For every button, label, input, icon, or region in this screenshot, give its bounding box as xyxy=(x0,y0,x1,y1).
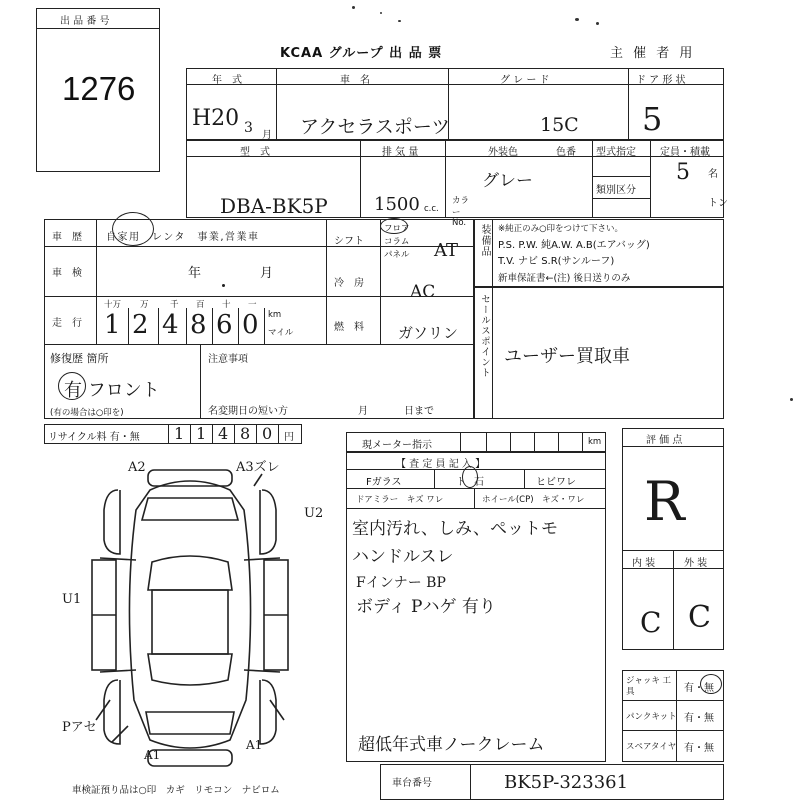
load-unit: トン xyxy=(708,198,728,209)
meter-unit: km xyxy=(588,437,602,447)
sheet-title: KCAA グループ 出 品 票 xyxy=(280,46,443,61)
chassis-label: 車台番号 xyxy=(392,778,432,789)
mileage-digit-4: 8 xyxy=(190,310,207,340)
digit-header-10: 十 xyxy=(222,300,231,310)
capacity-label: 定員・積載 xyxy=(660,147,710,158)
recycle-digit-2: 1 xyxy=(196,424,207,443)
mark-a3: A3ズレ xyxy=(236,460,280,475)
f-glass-mark: ト xyxy=(456,477,466,488)
mileage-digit-3: 4 xyxy=(162,310,179,340)
door-mirror-label: ドアミラー キズ ワレ xyxy=(356,495,444,505)
inspection-month-unit: 月 xyxy=(260,266,274,281)
mark-u2: U2 xyxy=(304,506,324,521)
recycle-unit: 円 xyxy=(284,432,294,443)
history-options: 自家用 レンタ 事業,営業車 xyxy=(106,232,260,243)
shift-label: シフト xyxy=(334,236,364,247)
sales-point-text: ユーザー買取車 xyxy=(504,346,630,367)
inspection-dot xyxy=(222,284,225,287)
mileage-km-unit: km xyxy=(268,310,282,320)
equipment-label: 装備品 xyxy=(479,224,490,257)
chip-circle xyxy=(462,466,478,488)
f-glass-chip: 石 xyxy=(474,477,484,488)
name-change-day: 日まで xyxy=(404,406,434,417)
model-value: DBA-BK5P xyxy=(220,194,328,218)
shift-value: AT xyxy=(434,240,459,261)
shift-option-panel: パネル xyxy=(384,250,410,260)
recycle-digit-1: 1 xyxy=(174,424,185,443)
rating-value: R xyxy=(644,470,685,533)
displacement-unit: c.c. xyxy=(424,204,439,214)
recycle-label: リサイクル料 有・無 xyxy=(48,432,140,443)
caution-label: 注意事項 xyxy=(208,354,248,365)
mileage-digit-1: 1 xyxy=(104,310,121,340)
recycle-digit-5: 0 xyxy=(262,424,273,443)
equipment-line-2: T.V. ナビ S.R(サンルーフ) xyxy=(498,256,615,267)
equipment-line-1: P.S. P.W. 純A.W. A.B(エアバッグ) xyxy=(498,240,650,251)
repair-value: 有 フロント xyxy=(64,380,160,401)
doors-label: ド ア 形 状 xyxy=(636,75,686,86)
organizer-label: 主 催 者 用 xyxy=(610,46,696,61)
capacity-value: 5 xyxy=(676,160,690,185)
mark-a1-left: A1 xyxy=(144,748,161,762)
category-label: 類別区分 xyxy=(596,185,636,196)
equipment-line-3: 新車保証書←(注) 後日送りのみ xyxy=(498,273,631,284)
ac-value: AC xyxy=(410,282,436,302)
lot-number: 1276 xyxy=(62,70,136,107)
displacement-label: 排 気 量 xyxy=(382,147,419,158)
month-value: 3 xyxy=(244,120,253,136)
digit-header-100k: 十万 xyxy=(104,300,122,310)
chassis-value: BK5P-323361 xyxy=(504,772,629,793)
grade-value: 15C xyxy=(540,114,579,136)
exterior-value: C xyxy=(688,600,711,635)
spare-tire-value: 有・無 xyxy=(684,743,714,754)
meter-label: 現メーター指示 xyxy=(362,440,432,451)
exterior-label: 外 装 xyxy=(684,558,708,569)
mileage-label: 走 行 xyxy=(52,318,82,329)
mark-p-panel: Pアセ xyxy=(62,720,97,735)
shift-option-column: コラム xyxy=(384,237,410,247)
mileage-digit-2: 2 xyxy=(132,310,149,340)
color-value: グレー xyxy=(482,171,533,191)
color-number-label: カラー No. xyxy=(452,196,470,228)
repair-note: (有の場合は○印を) xyxy=(50,408,124,418)
mark-a1-right: A1 xyxy=(246,738,263,752)
mileage-mile-unit: マイル xyxy=(268,328,294,338)
grade-label: グ レ ー ド xyxy=(500,75,550,86)
name-change-label: 名変期日の短い方 xyxy=(208,406,288,417)
recycle-digit-3: 4 xyxy=(218,424,229,443)
capacity-unit: 名 xyxy=(708,169,718,180)
sales-point-label: セールスポイント xyxy=(479,294,490,378)
year-label: 年 式 xyxy=(212,75,242,86)
lot-number-label: 出 品 番 号 xyxy=(60,16,110,27)
year-value: H20 xyxy=(192,106,240,131)
digit-header-1k: 千 xyxy=(170,300,179,310)
mileage-digit-6: 0 xyxy=(242,310,259,340)
mark-u1: U1 xyxy=(62,592,82,607)
puncture-kit-label: パンクキット xyxy=(626,712,677,722)
f-glass-label: Fガラス xyxy=(366,477,402,488)
assessor-note-3: Fインナー BP xyxy=(356,575,446,591)
displacement-value: 1500 xyxy=(374,194,420,215)
equipment-note: ※純正のみ○印をつけて下さい。 xyxy=(498,224,624,234)
model-label: 型 式 xyxy=(240,147,270,158)
history-selected-circle xyxy=(112,212,154,246)
fuel-label: 燃 料 xyxy=(334,322,364,333)
recycle-digit-4: 8 xyxy=(240,424,251,443)
repair-yes-circle xyxy=(58,372,86,400)
jack-value: 有・無 xyxy=(684,683,714,694)
shift-option-floor: フロア xyxy=(384,224,410,234)
inspection-year-unit: 年 xyxy=(188,266,202,281)
doors-value: 5 xyxy=(642,100,663,138)
spare-tire-label: スペアタイヤ xyxy=(626,742,677,752)
assessor-closing: 超低年式車ノークレーム xyxy=(358,735,545,755)
ac-label: 冷 房 xyxy=(334,278,364,289)
exterior-color-label: 外装色 xyxy=(488,147,518,158)
fuel-value: ガソリン xyxy=(398,324,459,342)
name-change-month: 月 xyxy=(358,406,368,417)
assessor-note-1: 室内汚れ、しみ、ペットモ xyxy=(352,519,559,539)
repair-label: 修復歴 箇所 xyxy=(50,352,109,365)
color-no-label: 色番 xyxy=(556,147,576,158)
mileage-digit-5: 6 xyxy=(216,310,233,340)
inspection-label: 車 検 xyxy=(52,268,82,279)
assessor-note-4: ボディ Pハゲ 有り xyxy=(356,597,496,617)
shift-floor-circle xyxy=(380,218,408,234)
mark-a2: A2 xyxy=(128,460,146,475)
interior-value: C xyxy=(640,606,662,639)
history-label: 車 歴 xyxy=(52,232,82,243)
model-designation-label: 型式指定 xyxy=(596,147,636,158)
puncture-kit-value: 有・無 xyxy=(684,713,714,724)
wheel-label: ホイール(CP) キズ・ワレ xyxy=(482,495,585,505)
footer-note: 車検証預り品は○印 カギ リモコン ナビロム xyxy=(72,785,280,796)
jack-no-circle xyxy=(700,674,722,694)
f-glass-crack: ヒビワレ xyxy=(536,477,576,488)
car-name: アクセラスポーツ xyxy=(300,116,451,138)
interior-label: 内 装 xyxy=(632,558,656,569)
digit-header-100: 百 xyxy=(196,300,205,310)
digit-header-1: 一 xyxy=(248,300,257,310)
assessor-note-2: ハンドルスレ xyxy=(352,547,454,567)
assessor-title: 【 査 定 員 記 入 】 xyxy=(396,459,486,470)
digit-header-10k: 万 xyxy=(140,300,149,310)
rating-label: 評 価 点 xyxy=(646,435,683,446)
month-unit: 月 xyxy=(262,130,272,141)
jack-label: ジャッキ 工 具 xyxy=(626,676,672,697)
car-name-label: 車 名 xyxy=(340,75,370,86)
